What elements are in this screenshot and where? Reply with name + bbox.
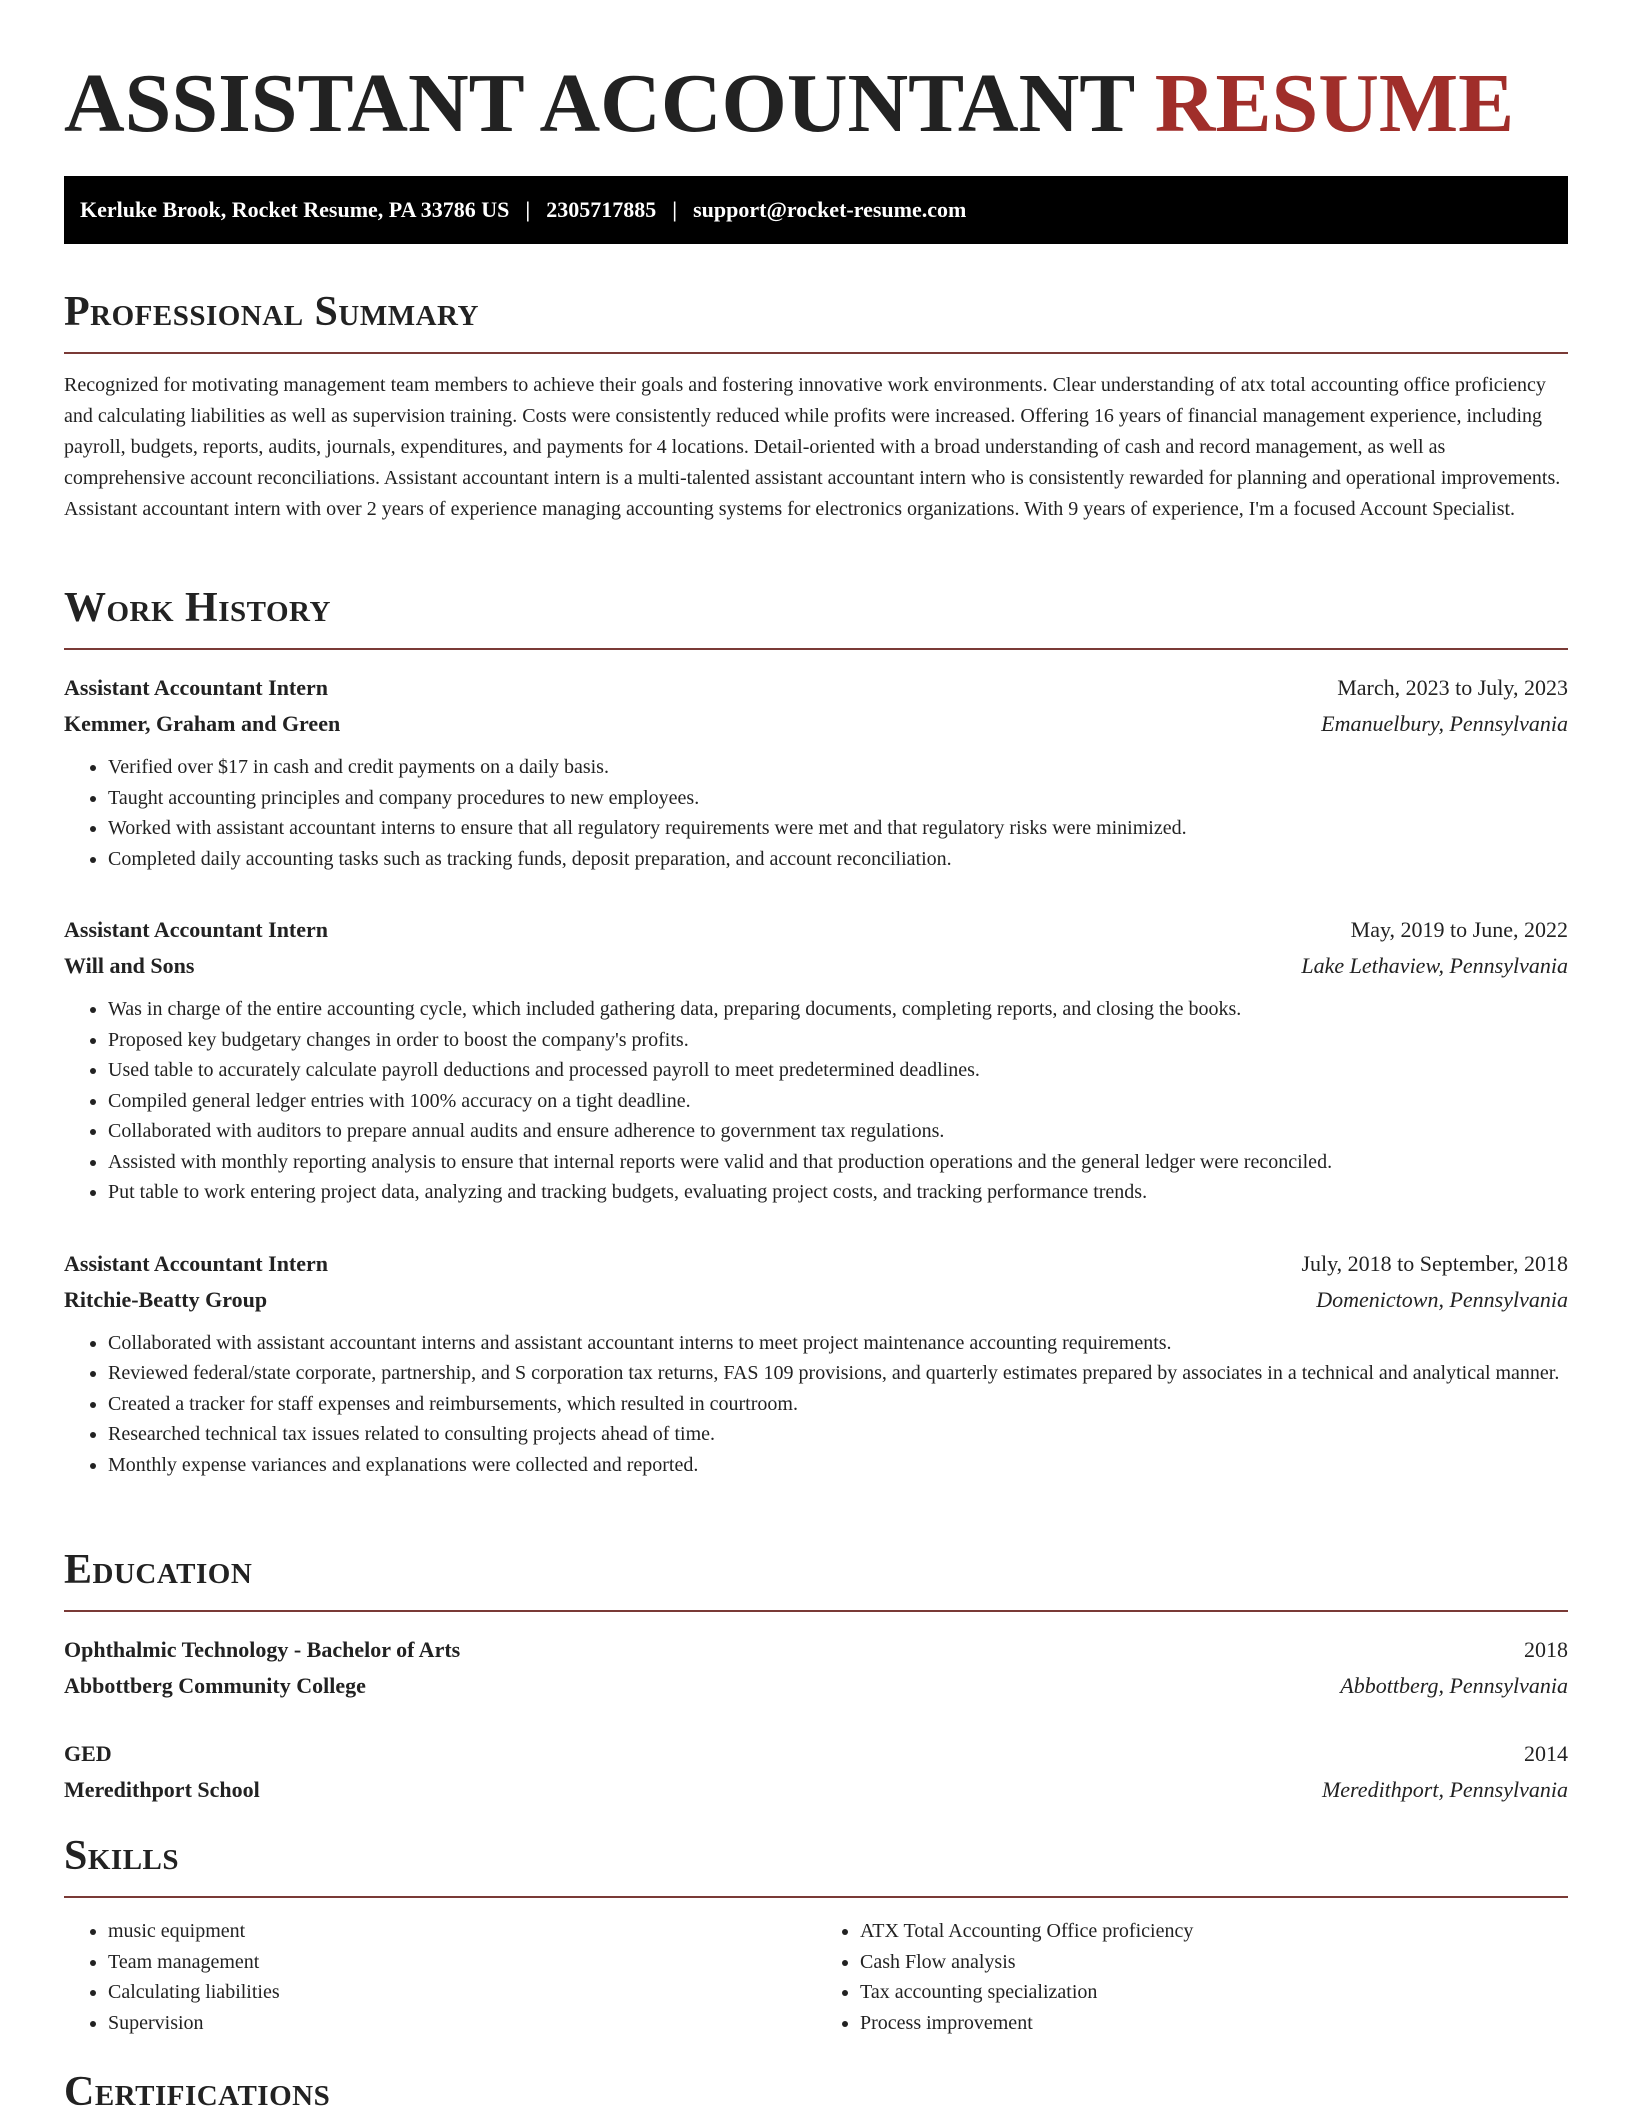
job-bullets (64, 752, 1568, 874)
job-location: Emanuelbury, Pennsylvania (1321, 711, 1568, 736)
section-divider (64, 1610, 1568, 1612)
skill-item: • ATX Total Accounting Office proficiency (860, 1916, 1568, 1947)
job-bullet: • Was in charge of the entire accounting cycle, which included gathering data, preparing documents, completing reports, and closing the books. (108, 994, 1568, 1025)
skill-item: • Calculating liabilities (108, 1977, 816, 2008)
job-company: Ritchie-Beatty Group (64, 1286, 268, 1312)
skill-item: • Tax accounting specialization (860, 1977, 1568, 2008)
job-bullet: • Assisted with monthly reporting analysis to ensure that internal reports were valid and that production operations and the general ledger were reconciled. (108, 1147, 1568, 1178)
title-main: ASSISTANT ACCOUNTANT (64, 57, 1134, 150)
education-entry (64, 1632, 1568, 1704)
job-company: Will and Sons (64, 953, 195, 978)
summary-text: Recognized for motivating management team members to achieve their goals and fostering innovative work environments. Clear understanding of atx total accounting office proficiency and calculating liabilities as well as supervision training. Costs were consistently reduced while profits were increased. Offering 16 years of financial management experience, including payroll, budgets, reports, audits, journals, expenditures, and payments for 4 locations. Detail-oriented with a broad understanding of cash and record management, as well as comprehensive account reconciliations. Assistant accountant intern is a multi-talented assistant accountant intern who is consistently rewarded for planning and operational improvements. Assistant accountant intern with over 2 years of experience managing accounting systems for electronics organizations. With 9 years of experience, I'm a focused Account Specialist. (64, 374, 1561, 520)
education-year: 2014 (1524, 1741, 1568, 1766)
title-accent: RESUME (1154, 57, 1515, 150)
job-bullet: • Completed daily accounting tasks such as tracking funds, deposit preparation, and account reconciliation. (108, 844, 1568, 875)
job-bullet: • Verified over $17 in cash and credit payments on a daily basis. (108, 752, 1568, 783)
certifications-section (64, 2066, 1568, 2118)
skill-item: • Team management (108, 1947, 816, 1978)
section-title-certifications: Certifications (64, 2069, 331, 2115)
job-bullet: • Put table to work entering project data, analyzing and tracking budgets, evaluating project costs, and tracking performance trends. (108, 1177, 1568, 1208)
job-title: Assistant Accountant Intern (64, 917, 329, 942)
job-entry (64, 1246, 1568, 1481)
job-bullet: • Collaborated with assistant accountant interns and assistant accountant interns to meet project maintenance accounting requirements. (108, 1328, 1568, 1359)
contact-email: support@rocket-resume.com (693, 197, 967, 222)
job-bullet: • Compiled general ledger entries with 100% accuracy on a tight deadline. (108, 1086, 1568, 1117)
work-history-section (64, 582, 1568, 1480)
contact-separator: | (672, 197, 678, 222)
job-title: Assistant Accountant Intern (64, 1250, 329, 1276)
job-bullet: • Worked with assistant accountant interns to ensure that all regulatory requirements were met and that regulatory risks were minimized. (108, 813, 1568, 844)
education-year: 2018 (1524, 1637, 1568, 1662)
job-entry (64, 670, 1568, 874)
education-section (64, 1544, 1568, 1808)
job-dates: March, 2023 to July, 2023 (1337, 675, 1568, 700)
section-title-education: Education (64, 1547, 253, 1593)
job-bullet: • Proposed key budgetary changes in order to boost the company's profits. (108, 1025, 1568, 1056)
job-location: Domenictown, Pennsylvania (1316, 1286, 1568, 1312)
skill-item: • music equipment (108, 1916, 816, 1947)
contact-bar (64, 176, 1568, 244)
section-title-skills: Skills (64, 1833, 180, 1879)
job-title: Assistant Accountant Intern (64, 675, 329, 700)
section-title-work: Work History (64, 585, 331, 631)
education-school: Meredithport School (64, 1777, 260, 1802)
section-divider (64, 648, 1568, 650)
job-bullet: • Monthly expense variances and explanations were collected and reported. (108, 1450, 1568, 1481)
job-dates: July, 2018 to September, 2018 (1301, 1250, 1568, 1276)
skills-column-right (816, 1916, 1568, 2038)
resume-title (64, 56, 1514, 152)
contact-separator: | (525, 197, 531, 222)
section-divider (64, 1896, 1568, 1898)
skills-list (64, 1916, 1568, 2038)
skill-item: • Supervision (108, 2008, 816, 2039)
contact-address: Kerluke Brook, Rocket Resume, PA 33786 US (80, 197, 510, 222)
section-divider (64, 352, 1568, 354)
education-degree: Ophthalmic Technology - Bachelor of Arts (64, 1637, 461, 1662)
job-dates: May, 2019 to June, 2022 (1350, 917, 1568, 942)
job-bullet: • Reviewed federal/state corporate, partnership, and S corporation tax returns, FAS 109 provisions, and quarterly estimates prepared by associates in a technical and analytical manner. (108, 1358, 1568, 1389)
job-bullet: • Taught accounting principles and company procedures to new employees. (108, 783, 1568, 814)
job-location: Lake Lethaview, Pennsylvania (1301, 953, 1568, 978)
skill-item: • Cash Flow analysis (860, 1947, 1568, 1978)
job-entry (64, 912, 1568, 1208)
education-location: Abbottberg, Pennsylvania (1340, 1673, 1568, 1698)
education-school: Abbottberg Community College (64, 1673, 366, 1698)
job-bullet: • Created a tracker for staff expenses and reimbursements, which resulted in courtroom. (108, 1389, 1568, 1420)
skills-section (64, 1830, 1568, 2038)
job-bullet: • Collaborated with auditors to prepare annual audits and ensure adherence to government tax regulations. (108, 1116, 1568, 1147)
education-location: Meredithport, Pennsylvania (1321, 1777, 1568, 1802)
section-title-summary: Professional Summary (64, 289, 479, 335)
education-degree: GED (64, 1741, 112, 1766)
job-bullets (64, 1328, 1568, 1481)
education-entry (64, 1736, 1568, 1808)
job-bullet: • Researched technical tax issues related to consulting projects ahead of time. (108, 1419, 1568, 1450)
summary-section (64, 286, 1568, 525)
skill-item: • Process improvement (860, 2008, 1568, 2039)
job-bullet: • Used table to accurately calculate payroll deductions and processed payroll to meet predetermined deadlines. (108, 1055, 1568, 1086)
job-company: Kemmer, Graham and Green (64, 711, 341, 736)
skills-column-left (64, 1916, 816, 2038)
job-bullets (64, 994, 1568, 1208)
contact-phone: 2305717885 (546, 197, 657, 222)
